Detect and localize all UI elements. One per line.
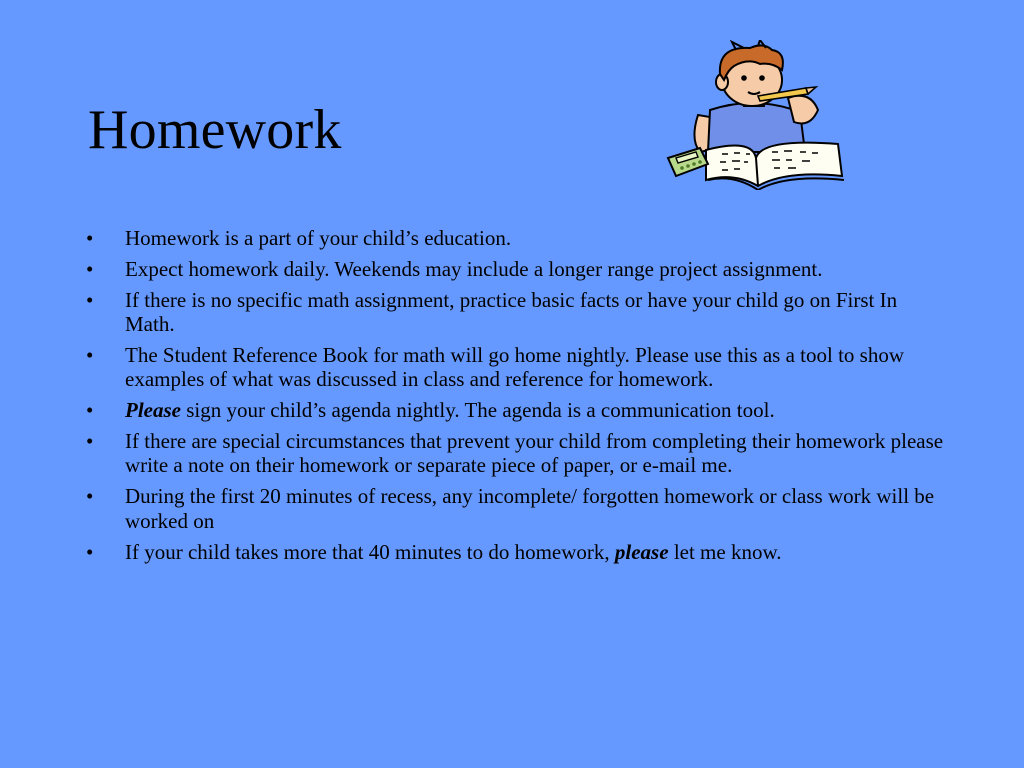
bullet-marker: • xyxy=(86,342,94,367)
bullet-text: If there is no specific math assignment, practice basic facts or have your child go on First In Math. xyxy=(125,287,898,337)
bullet-text-end: let me know. xyxy=(668,539,782,564)
bullet-item-1 xyxy=(86,226,946,251)
bullet-marker: • xyxy=(86,256,94,281)
bullet-text: Expect homework daily. Weekends may include a longer range project assignment. xyxy=(125,256,823,281)
bullet-item-3 xyxy=(86,288,946,337)
bullet-item-7 xyxy=(86,484,946,533)
bullet-marker: • xyxy=(86,398,94,423)
bullet-list xyxy=(86,226,946,570)
bullet-text: The Student Reference Book for math will go home nightly. Please use this as a tool to show examples of what was discussed in class and reference for homework. xyxy=(125,342,904,392)
bullet-item-2 xyxy=(86,257,946,282)
bullet-marker: • xyxy=(86,287,94,312)
bullet-item-4 xyxy=(86,343,946,392)
slide-title: Homework xyxy=(88,99,342,161)
bullet-item-8 xyxy=(86,540,946,565)
bullet-text: During the first 20 minutes of recess, any incomplete/ forgotten homework or class work will be worked on xyxy=(125,484,935,533)
bullet-emphasis: please xyxy=(614,539,669,564)
bullet-marker: • xyxy=(86,484,94,509)
bullet-emphasis: Please xyxy=(125,398,181,423)
bullet-text: If your child takes more that 40 minutes to do homework, xyxy=(125,539,615,564)
bullet-marker: • xyxy=(86,539,94,564)
bullet-item-6 xyxy=(86,429,946,478)
bullet-text: If there are special circumstances that prevent your child from completing their homework please write a note on their homework or separate piece of paper, or e-mail me. xyxy=(125,428,944,478)
bullet-item-5 xyxy=(86,398,946,423)
bullet-marker: • xyxy=(86,226,94,250)
child-doing-homework-icon xyxy=(660,40,850,190)
bullet-text: Homework is a part of your child’s education. xyxy=(125,226,512,250)
bullet-text: sign your child’s agenda nightly. The agenda is a communication tool. xyxy=(180,398,775,423)
bullet-marker: • xyxy=(86,428,94,453)
